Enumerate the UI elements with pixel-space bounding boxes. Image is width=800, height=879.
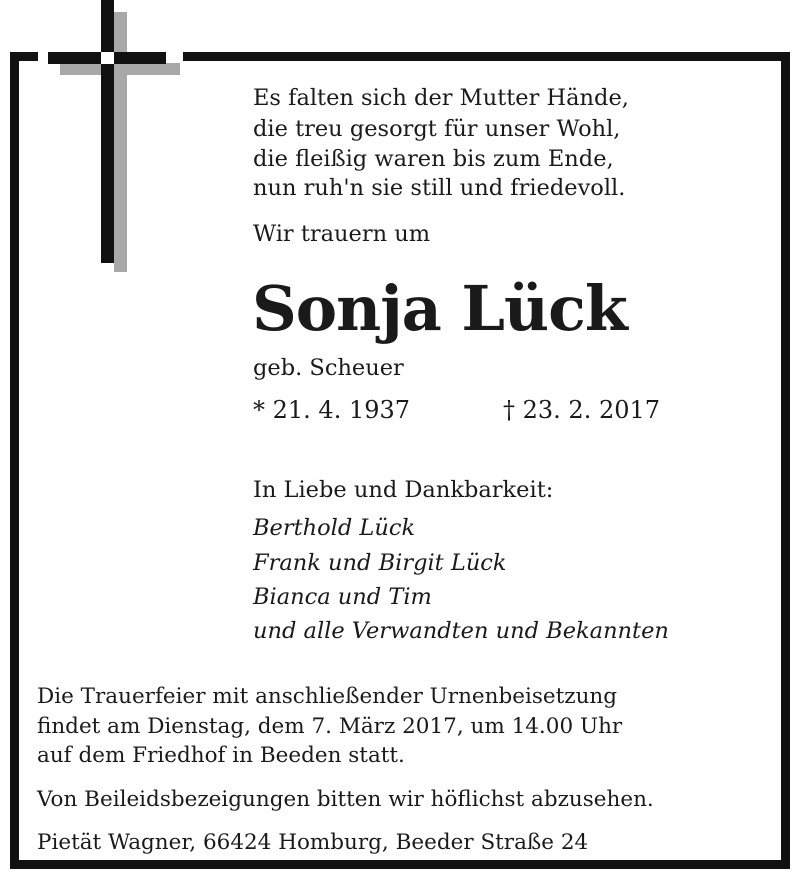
poem-line: die treu gesorgt für unser Wohl, xyxy=(253,116,621,142)
poem-line: Es falten sich der Mutter Hände, xyxy=(253,85,629,111)
frame-bottom xyxy=(10,860,790,869)
cross-icon xyxy=(48,0,178,280)
ceremony-line: Die Trauerfeier mit anschließender Urnenbeisetzung xyxy=(37,684,618,709)
mourning-line: Wir trauern um xyxy=(253,221,431,247)
ceremony-line: findet am Dienstag, dem 7. März 2017, um 14.00 Uhr xyxy=(37,714,623,739)
ceremony-line: auf dem Friedhof in Beeden statt. xyxy=(37,743,405,768)
condolence-note: Von Beileidsbezeigungen bitten wir höflichst abzusehen. xyxy=(37,787,654,812)
frame-top-right xyxy=(183,52,790,61)
birth-date: * 21. 4. 1937 xyxy=(253,396,411,424)
mourner-name: Bianca und Tim xyxy=(253,584,432,610)
death-date: † 23. 2. 2017 xyxy=(503,396,661,424)
funeral-home: Pietät Wagner, 66424 Homburg, Beeder Straße 24 xyxy=(37,830,589,855)
birth-name: geb. Scheuer xyxy=(253,355,404,381)
poem-line: nun ruh'n sie still und friedevoll. xyxy=(253,175,626,201)
mourner-name: Frank und Birgit Lück xyxy=(253,550,507,576)
deceased-name: Sonja Lück xyxy=(252,272,627,345)
poem-line: die fleißig waren bis zum Ende, xyxy=(253,146,614,172)
frame-left xyxy=(10,52,19,869)
frame-right xyxy=(781,52,790,869)
mourner-name: und alle Verwandten und Bekannten xyxy=(253,618,669,644)
gratitude-line: In Liebe und Dankbarkeit: xyxy=(253,477,554,503)
mourner-name: Berthold Lück xyxy=(253,515,416,541)
